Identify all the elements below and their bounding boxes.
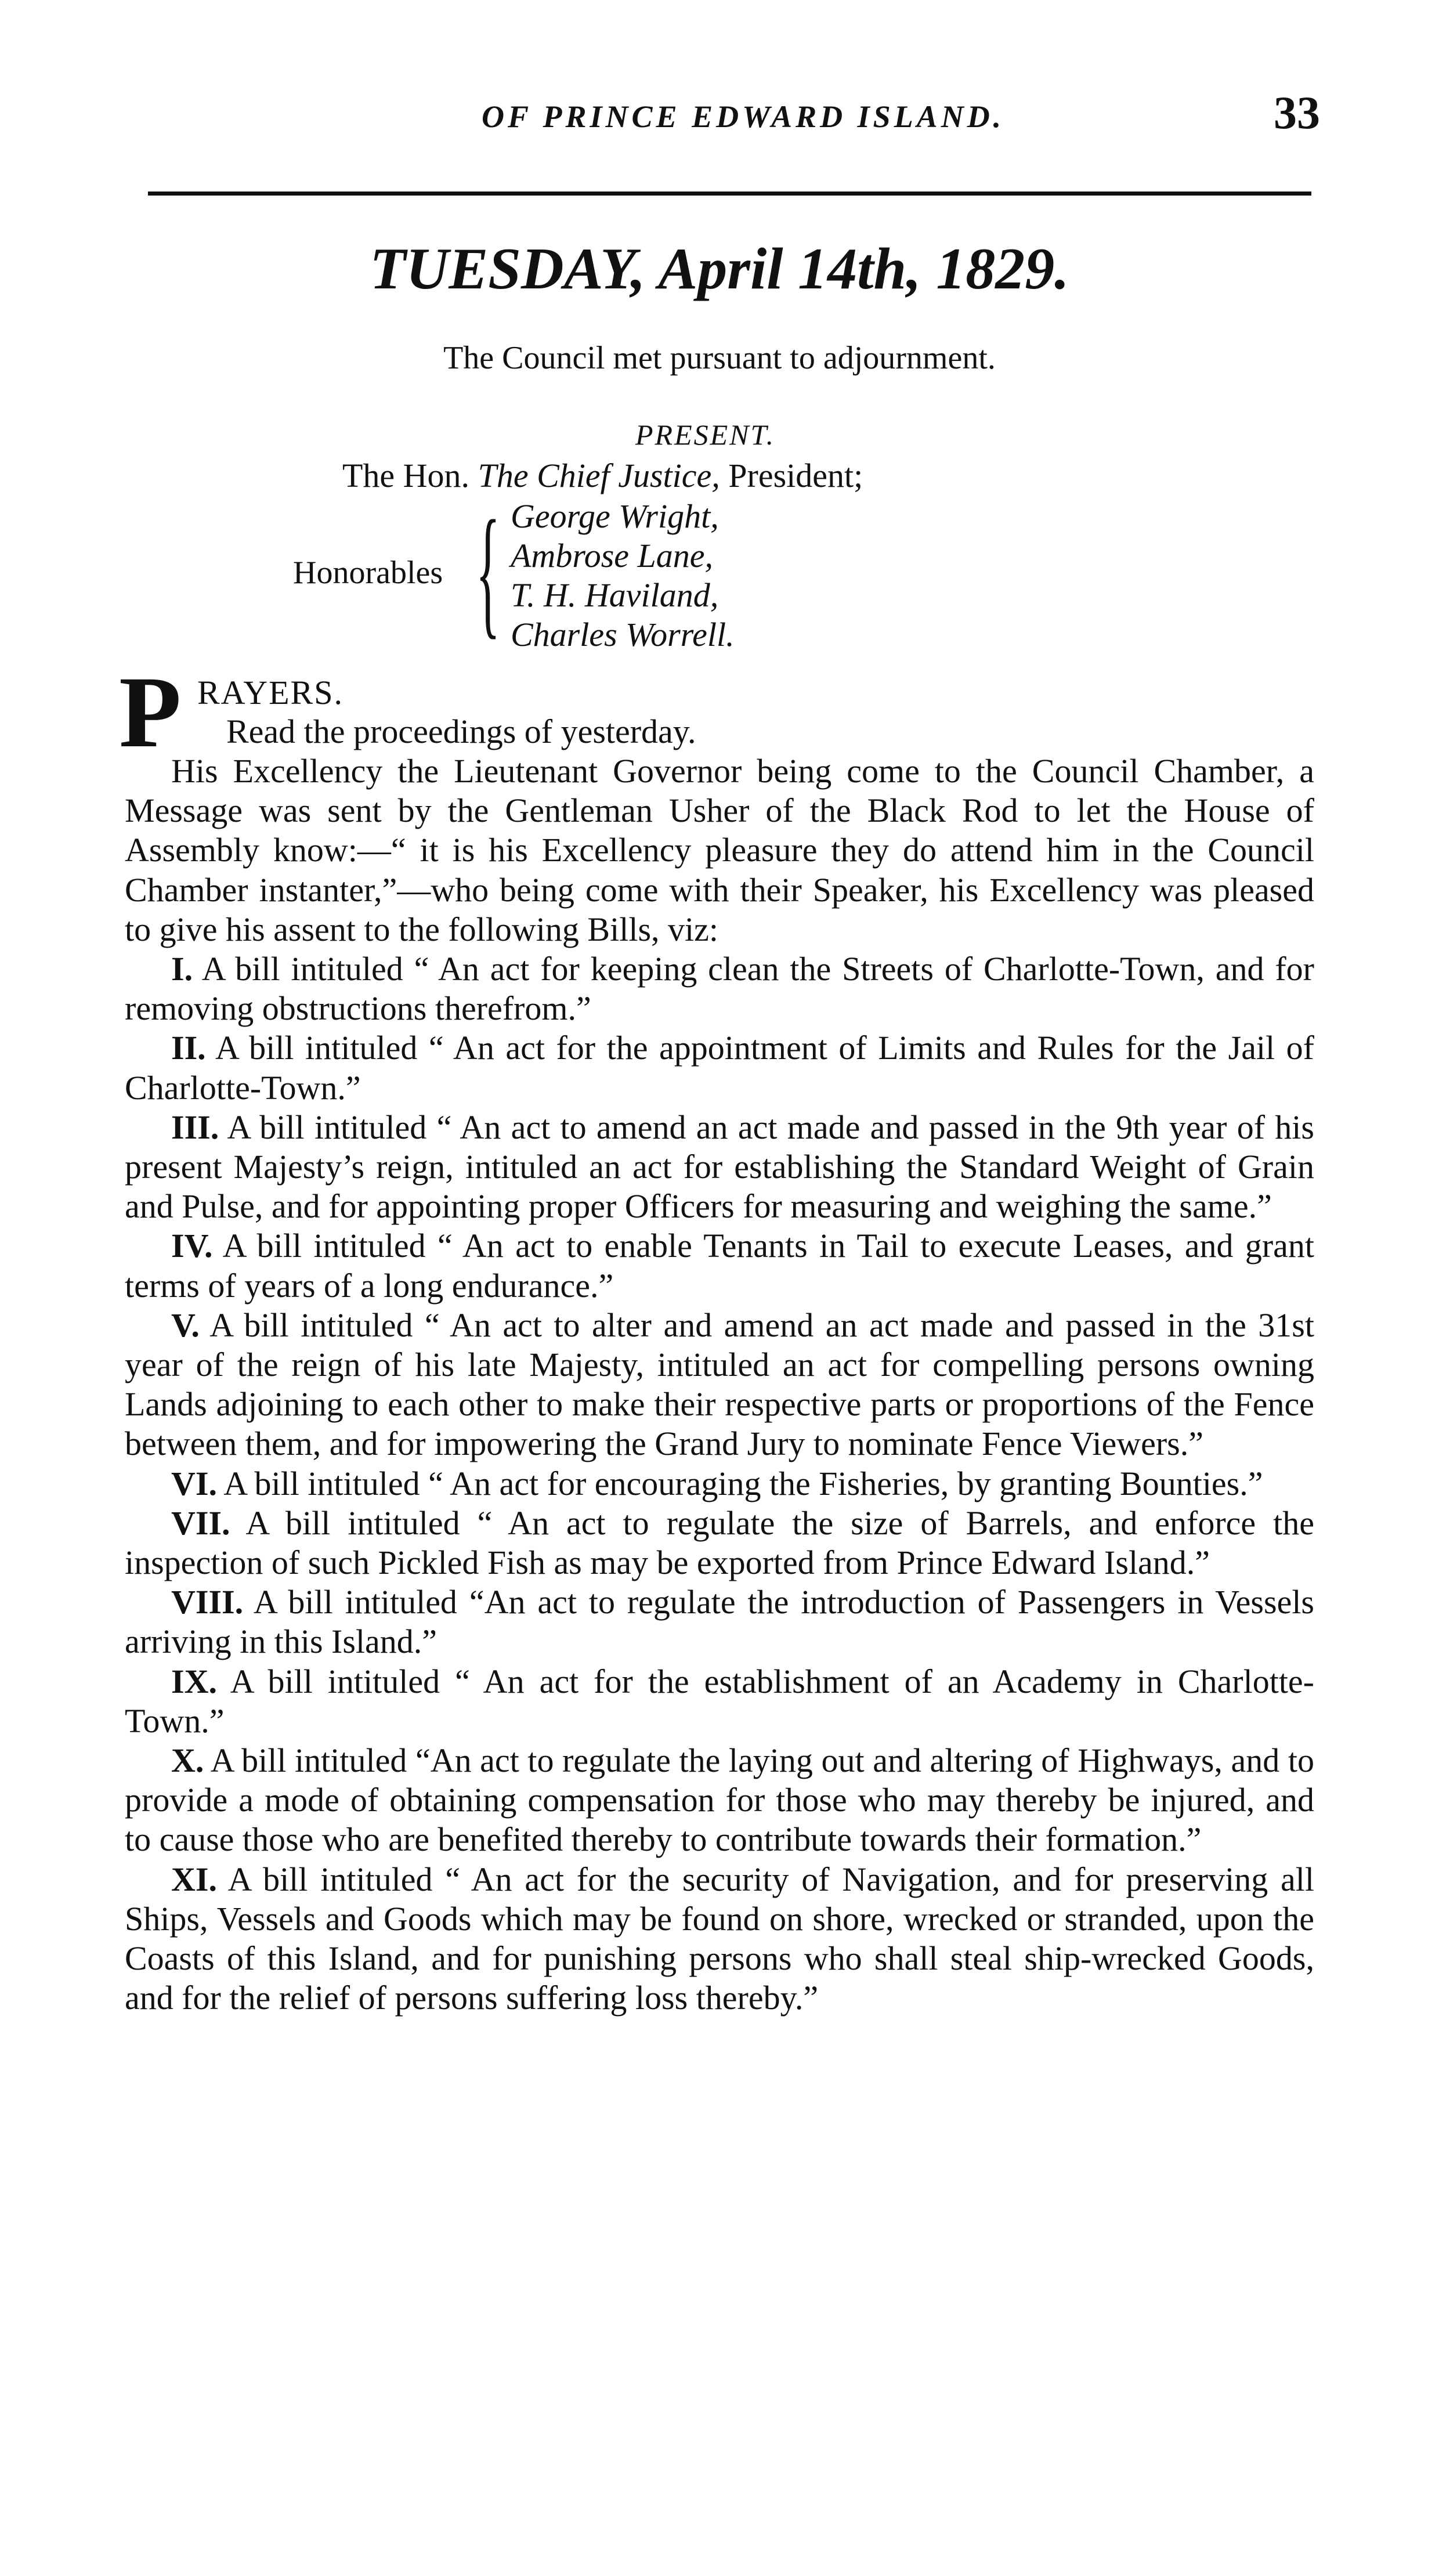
prayers-heading: RAYERS. xyxy=(197,674,344,711)
bill-number: V. xyxy=(171,1306,200,1344)
opening-line: The Council met pursuant to adjournment. xyxy=(443,340,996,376)
honorables-label: Honorables xyxy=(293,555,443,591)
bill-paragraph: III. A bill intituled “ An act to amend an act made and passed in the 9th year of his present Majesty’s reign, intituled an act for establishing the Standard Weight of Grain and Pulse, and for appointing proper Officers for measuring and weighing the same.” xyxy=(125,1108,1314,1226)
present-label: PRESENT. xyxy=(635,418,776,451)
bill-paragraph: VI. A bill intituled “ An act for encouraging the Fisheries, by granting Bounties.” xyxy=(171,1464,1263,1502)
bill-number: III. xyxy=(171,1108,219,1146)
member-name: George Wright, xyxy=(511,497,719,535)
bill-paragraph: V. A bill intituled “ An act to alter and amend an act made and passed in the 31st year of the reign of his late Majesty, intituled an act for compelling persons owning Lands adjoining to each other to make their respective parts or proportions of the Fence between them, and for impowering the Grand Jury to nominate Fence Viewers.” xyxy=(125,1306,1314,1463)
bill-paragraph: VII. A bill intituled “ An act to regulate the size of Barrels, and enforce the inspection of such Pickled Fish as may be exported from Prince Edward Island.” xyxy=(125,1504,1314,1582)
date-heading: TUESDAY, April 14th, 1829. xyxy=(370,236,1069,302)
bill-number: X. xyxy=(171,1742,204,1780)
body-text xyxy=(125,752,1314,2018)
brace-icon: { xyxy=(476,491,500,652)
page-number: 33 xyxy=(1274,88,1320,139)
president-title: President; xyxy=(728,457,863,494)
bill-number: VIII. xyxy=(171,1583,244,1621)
bill-number: VII. xyxy=(171,1504,230,1542)
member-list xyxy=(511,497,735,655)
bill-number: IX. xyxy=(171,1662,217,1700)
bill-number: I. xyxy=(171,950,193,988)
president-line xyxy=(342,456,863,495)
bill-number: IV. xyxy=(171,1227,213,1265)
member-name: Charles Worrell. xyxy=(511,616,735,653)
bill-number: II. xyxy=(171,1029,206,1067)
bill-paragraph: II. A bill intituled “ An act for the appointment of Limits and Rules for the Jail of Charlotte-Town.” xyxy=(125,1029,1314,1107)
page-header xyxy=(0,87,1439,162)
bill-paragraph: I. A bill intituled “ An act for keeping clean the Streets of Charlotte-Town, and for removing obstructions therefrom.” xyxy=(125,950,1314,1028)
bill-paragraph: X. A bill intituled “An act to regulate the laying out and altering of Highways, and to provide a mode of obtaining compensation for those who may thereby be injured, and to cause those who are benefited thereby to contribute towards their formation.” xyxy=(125,1742,1314,1859)
bill-paragraph: IX. A bill intituled “ An act for the establishment of an Academy in Charlotte-Town.” xyxy=(125,1662,1314,1740)
read-proceedings-line: Read the proceedings of yesterday. xyxy=(226,713,696,750)
running-head: OF PRINCE EDWARD ISLAND. xyxy=(482,99,1005,134)
hon-prefix: The Hon. xyxy=(342,457,470,494)
bill-paragraph: IV. A bill intituled “ An act to enable Tenants in Tail to execute Leases, and grant terms of years of a long endurance.” xyxy=(125,1227,1314,1305)
intro-paragraph: His Excellency the Lieutenant Governor being come to the Council Chamber, a Message was sent by the Gentleman Usher of the Black Rod to let the House of Assembly know:—“ it is his Excellency pleasure they do attend him in the Council Chamber instanter,”—who being come with their Speaker, his Excellency was pleased to give his assent to the following Bills, viz: xyxy=(125,752,1314,948)
member-name: T. H. Haviland, xyxy=(511,576,719,614)
bill-number: VI. xyxy=(171,1464,217,1502)
bill-paragraph: VIII. A bill intituled “An act to regulate the introduction of Passengers in Vessels arriving in this Island.” xyxy=(125,1583,1314,1661)
bill-number: XI. xyxy=(171,1860,217,1898)
drop-cap: P xyxy=(119,656,182,769)
member-name: Ambrose Lane, xyxy=(511,537,714,575)
chief-justice: The Chief Justice, xyxy=(478,457,720,494)
header-rule xyxy=(148,192,1311,196)
bill-paragraph: XI. A bill intituled “ An act for the security of Navigation, and for preserving all Ships, Vessels and Goods which may be found on shore, wrecked or stranded, upon the Coasts of this Island, and for punishing persons who shall steal ship-wrecked Goods, and for the relief of persons suffering loss thereby.” xyxy=(125,1860,1314,2017)
